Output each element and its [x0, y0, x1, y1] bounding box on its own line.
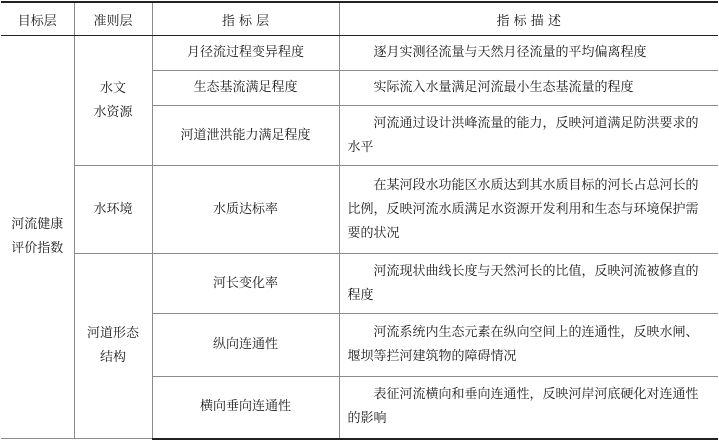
header-indicator-description: 指 标 描 述 — [339, 2, 718, 36]
indicator-cell: 河长变化率 — [152, 254, 339, 314]
description-cell: 表征河流横向和垂向连通性，反映河岸河底硬化对连通性的影响 — [339, 377, 718, 439]
description-cell: 河流通过设计洪峰流量的能力，反映河道满足防洪要求的水平 — [339, 106, 718, 166]
criterion-cell — [74, 166, 152, 254]
target-layer-cell — [1, 36, 74, 439]
description-cell: 河流系统内生态元素在纵向空间上的连通性，反映水闸、堰坝等拦河建筑物的障碍情况 — [339, 314, 718, 377]
criterion-line1: 河道形态 — [86, 326, 139, 341]
target-layer-line1: 河流健康 — [11, 217, 64, 232]
header-indicator-layer: 指 标 层 — [152, 2, 339, 36]
indicator-cell: 纵向连通性 — [152, 314, 339, 377]
indicator-cell: 生态基流满足程度 — [152, 71, 339, 106]
description-cell: 逐月实测径流量与天然月径流量的平均偏离程度 — [339, 36, 718, 71]
criterion-line2: 水资源 — [93, 104, 133, 120]
criterion-cell — [74, 254, 152, 439]
criterion-cell — [74, 36, 152, 166]
indicator-cell: 河道泄洪能力满足程度 — [152, 106, 339, 166]
indicator-table — [1, 1, 718, 440]
table-row — [1, 254, 718, 314]
criterion-line1: 水环境 — [93, 201, 133, 217]
header-criterion-layer: 准则层 — [74, 2, 152, 36]
table-row — [1, 166, 718, 254]
description-cell: 在某河段水功能区水质达到其水质目标的河长占总河长的比例，反映河流水质满足水资源开发利用和生态与环境保护需要的状况 — [339, 166, 718, 254]
table-row — [1, 36, 718, 71]
header-row — [1, 2, 718, 36]
description-cell: 实际流入水量满足河流最小生态基流量的程度 — [339, 71, 718, 106]
indicator-cell: 水质达标率 — [152, 166, 339, 254]
description-cell: 河流现状曲线长度与天然河长的比值，反映河流被修直的程度 — [339, 254, 718, 314]
criterion-line2: 结构 — [99, 350, 126, 365]
header-target-layer: 目标层 — [1, 2, 74, 36]
indicator-cell: 横向垂向连通性 — [152, 377, 339, 439]
target-layer-line2: 评价指数 — [11, 241, 64, 256]
indicator-cell: 月径流过程变异程度 — [152, 36, 339, 71]
criterion-line1: 水文 — [99, 80, 126, 96]
